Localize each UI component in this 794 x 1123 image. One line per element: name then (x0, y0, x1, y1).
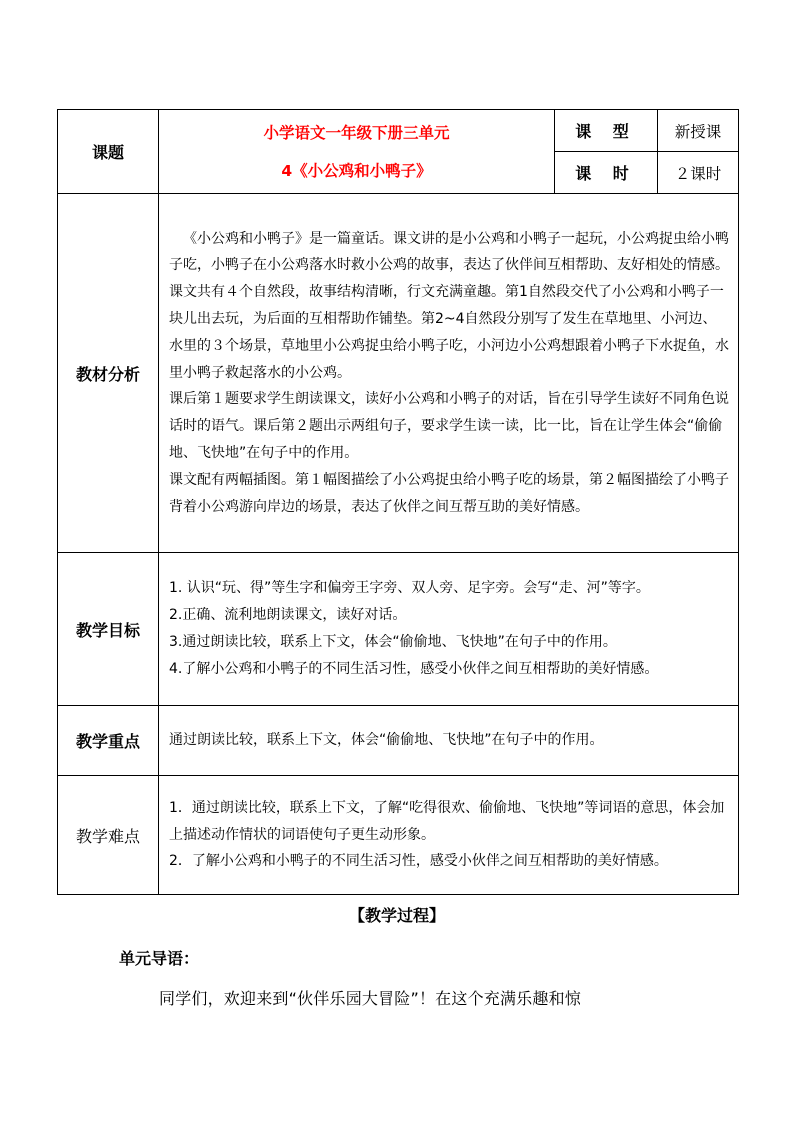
material-paragraph: 课文配有两幅插图。第１幅图描绘了小公鸡捉虫给小鸭子吃的场景，第２幅图描绘了小鸭子背着小公鸡游向岸边的场景，表达了伙伴之间互帮互助的美好情感。 (169, 471, 729, 515)
goal-item: 2.正确、流利地朗读课文，读好对话。 (169, 607, 407, 624)
difficulties-content (159, 776, 739, 895)
difficulty-item: 1．通过朗读比较，联系上下文，了解“吃得很欢、偷偷地、飞快地”等词语的意思，体会加上描述动作情状的词语使句子更生动形象。 (169, 799, 725, 843)
unit-intro-label: 单元导语： (119, 949, 200, 968)
goal-item: 1. 认识“玩、得”等生字和偏旁王字旁、双人旁、足字旁。会写“走、河”等字。 (169, 580, 650, 597)
goal-item: 4.了解小公鸡和小鸭子的不同生活习性，感受小伙伴之间互相帮助的美好情感。 (169, 660, 659, 677)
lesson-period-label: 课 时 (555, 152, 658, 194)
difficulty-item: 2．了解小公鸡和小鸭子的不同生活习性，感受小伙伴之间互相帮助的美好情感。 (169, 853, 668, 870)
difficulties-label: 教学难点 (58, 776, 159, 895)
key-points-content (159, 706, 739, 776)
lesson-title-line2: 4《小公鸡和小鸭子》 (281, 161, 432, 180)
teaching-process-heading: 【教学过程】 (348, 906, 445, 925)
key-points-label: 教学重点 (58, 706, 159, 776)
lesson-type-label: 课 型 (555, 110, 658, 152)
material-paragraph: 课后第１题要求学生朗读课文，读好小公鸡和小鸭子的对话，旨在引导学生读好不同角色说话时的语气。课后第２题出示两组句子，要求学生读一读，比一比，旨在让学生体会“偷偷地、飞快地”在句子中的作用。 (169, 391, 729, 461)
goal-item: 3.通过朗读比较，联系上下文，体会“偷偷地、飞快地”在句子中的作用。 (169, 634, 617, 650)
lesson-title-line1: 小学语文一年级下册三单元 (263, 123, 450, 142)
unit-intro-text: 同学们，欢迎来到“伙伴乐园大冒险”！在这个充满乐趣和惊 (159, 989, 581, 1008)
teaching-goals-label: 教学目标 (58, 553, 159, 706)
material-analysis-content (159, 194, 739, 553)
material-analysis-label: 教材分析 (58, 194, 159, 553)
lesson-plan-table (57, 109, 739, 895)
teaching-goals-content (159, 553, 739, 706)
lesson-type-value: 新授课 (658, 110, 739, 152)
lesson-period-value: ２课时 (658, 152, 739, 194)
material-paragraph: 《小公鸡和小鸭子》是一篇童话。课文讲的是小公鸡和小鸭子一起玩，小公鸡捉虫给小鸭子吃，小鸭子在小公鸡落水时救小公鸡的故事，表达了伙伴间互相帮助、友好相处的情感。课文共有４个自然段，故事结构清晰，行文充满童趣。第1自然段交代了小公鸡和小鸭子一块儿出去玩，为后面的互相帮助作铺垫。第2~4自然段分别写了发生在草地里、小河边、水里的３个场景，草地里小公鸡捉虫给小鸭子吃，小河边小公鸡想跟着小鸭子下水捉鱼，水里小鸭子救起落水的小公鸡。 (169, 230, 729, 381)
topic-label: 课题 (58, 110, 159, 194)
key-points-text: 通过朗读比较，联系上下文，体会“偷偷地、飞快地”在句子中的作用。 (169, 732, 604, 749)
lesson-title (159, 110, 555, 194)
